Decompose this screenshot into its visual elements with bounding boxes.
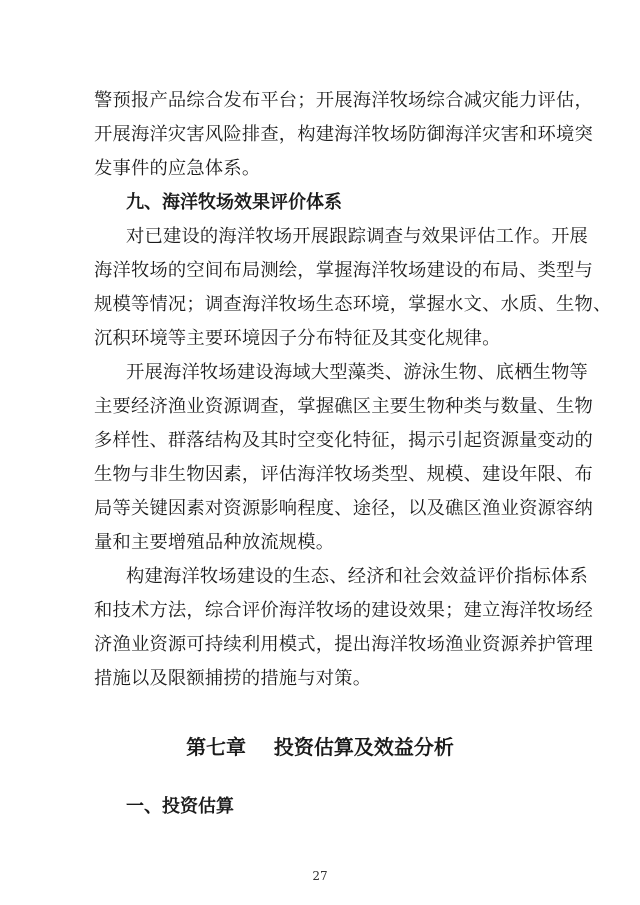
section-heading: 九、海洋牧场效果评价体系 [126,192,342,213]
paragraph-line: 沉积环境等主要环境因子分布特征及其变化规律。 [94,328,501,349]
paragraph-line: 量和主要增殖品种放流规模。 [94,532,335,553]
page-number: 27 [312,869,328,883]
paragraph-line: 局等关键因素对资源影响程度、途径，以及礁区渔业资源容纳 [94,498,593,519]
paragraph-line: 警预报产品综合发布平台；开展海洋牧场综合减灾能力评估， [94,90,593,111]
paragraph-line: 主要经济渔业资源调查，掌握礁区主要生物种类与数量、生物 [94,396,593,417]
paragraph-line: 生物与非生物因素，评估海洋牧场类型、规模、建设年限、布 [94,464,593,485]
paragraph-line: 措施以及限额捕捞的措施与对策。 [94,668,372,689]
paragraph-line: 和技术方法，综合评价海洋牧场的建设效果；建立海洋牧场经 [94,600,593,621]
paragraph-line: 多样性、群落结构及其时空变化特征，揭示引起资源量变动的 [94,430,593,451]
paragraph-line: 开展海洋牧场建设海域大型藻类、游泳生物、底栖生物等 [126,362,589,383]
paragraph-line: 构建海洋牧场建设的生态、经济和社会效益评价指标体系 [126,566,589,587]
paragraph-line: 规模等情况；调查海洋牧场生态环境，掌握水文、水质、生物、 [94,294,612,315]
paragraph-line: 济渔业资源可持续利用模式，提出海洋牧场渔业资源养护管理 [94,634,593,655]
paragraph-line: 海洋牧场的空间布局测绘，掌握海洋牧场建设的布局、类型与 [94,260,593,281]
chapter-heading: 第七章 投资估算及效益分析 [186,735,454,759]
paragraph-line: 发事件的应急体系。 [94,158,261,179]
paragraph-line: 对已建设的海洋牧场开展跟踪调查与效果评估工作。开展 [126,226,589,247]
subsection-heading: 一、投资估算 [126,796,234,817]
paragraph-line: 开展海洋灾害风险排查，构建海洋牧场防御海洋灾害和环境突 [94,124,593,145]
